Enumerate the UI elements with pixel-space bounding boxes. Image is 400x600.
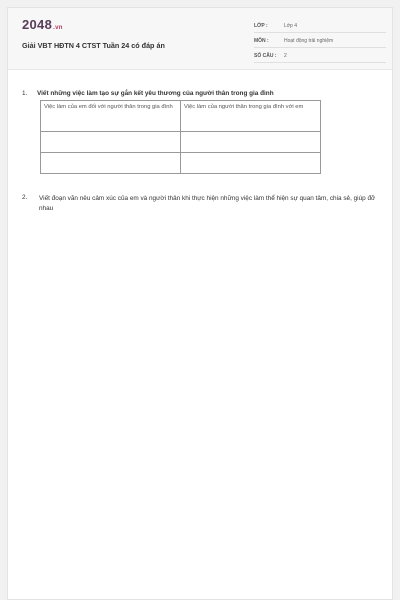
meta-key-count: SỐ CÂU : <box>254 53 277 59</box>
logo-text: 2048 <box>22 17 53 32</box>
document-title: Giải VBT HĐTN 4 CTST Tuần 24 có đáp án <box>22 41 165 50</box>
document-header <box>8 8 392 70</box>
meta-row-subject <box>254 35 386 48</box>
meta-key-subject: MÔN : <box>254 38 269 44</box>
table-cell <box>181 153 321 174</box>
question-text: Viết đoạn văn nêu cảm xúc của em và người thân khi thực hiện những việc làm thể hiện sự quan tâm, chia sẻ, giúp đỡ nhau <box>39 195 376 212</box>
document-page <box>7 7 393 600</box>
question-text: Viết những việc làm tạo sự gắn kết yêu thương của người thân trong gia đình <box>37 90 274 97</box>
meta-value-count: 2 <box>284 53 287 59</box>
site-logo[interactable] <box>22 17 63 32</box>
table-header-cell: Việc làm của người thân trong gia đình với em <box>181 101 321 132</box>
question-number: 1. <box>22 90 28 97</box>
meta-value-class: Lớp 4 <box>284 23 298 29</box>
table-cell <box>181 132 321 153</box>
meta-row-class <box>254 20 386 33</box>
table-row <box>41 153 321 174</box>
meta-key-class: LỚP : <box>254 23 268 29</box>
answer-table <box>40 100 321 174</box>
table-cell <box>41 153 181 174</box>
table-header-cell: Việc làm của em đối với người thân trong gia đình <box>41 101 181 132</box>
table-row <box>41 132 321 153</box>
question-number: 2. <box>22 194 28 201</box>
meta-row-count <box>254 50 386 63</box>
table-cell <box>41 132 181 153</box>
meta-value-subject: Hoạt động trải nghiệm <box>284 38 334 44</box>
table-header-row <box>41 101 321 132</box>
logo-domain: .vn <box>53 25 63 31</box>
